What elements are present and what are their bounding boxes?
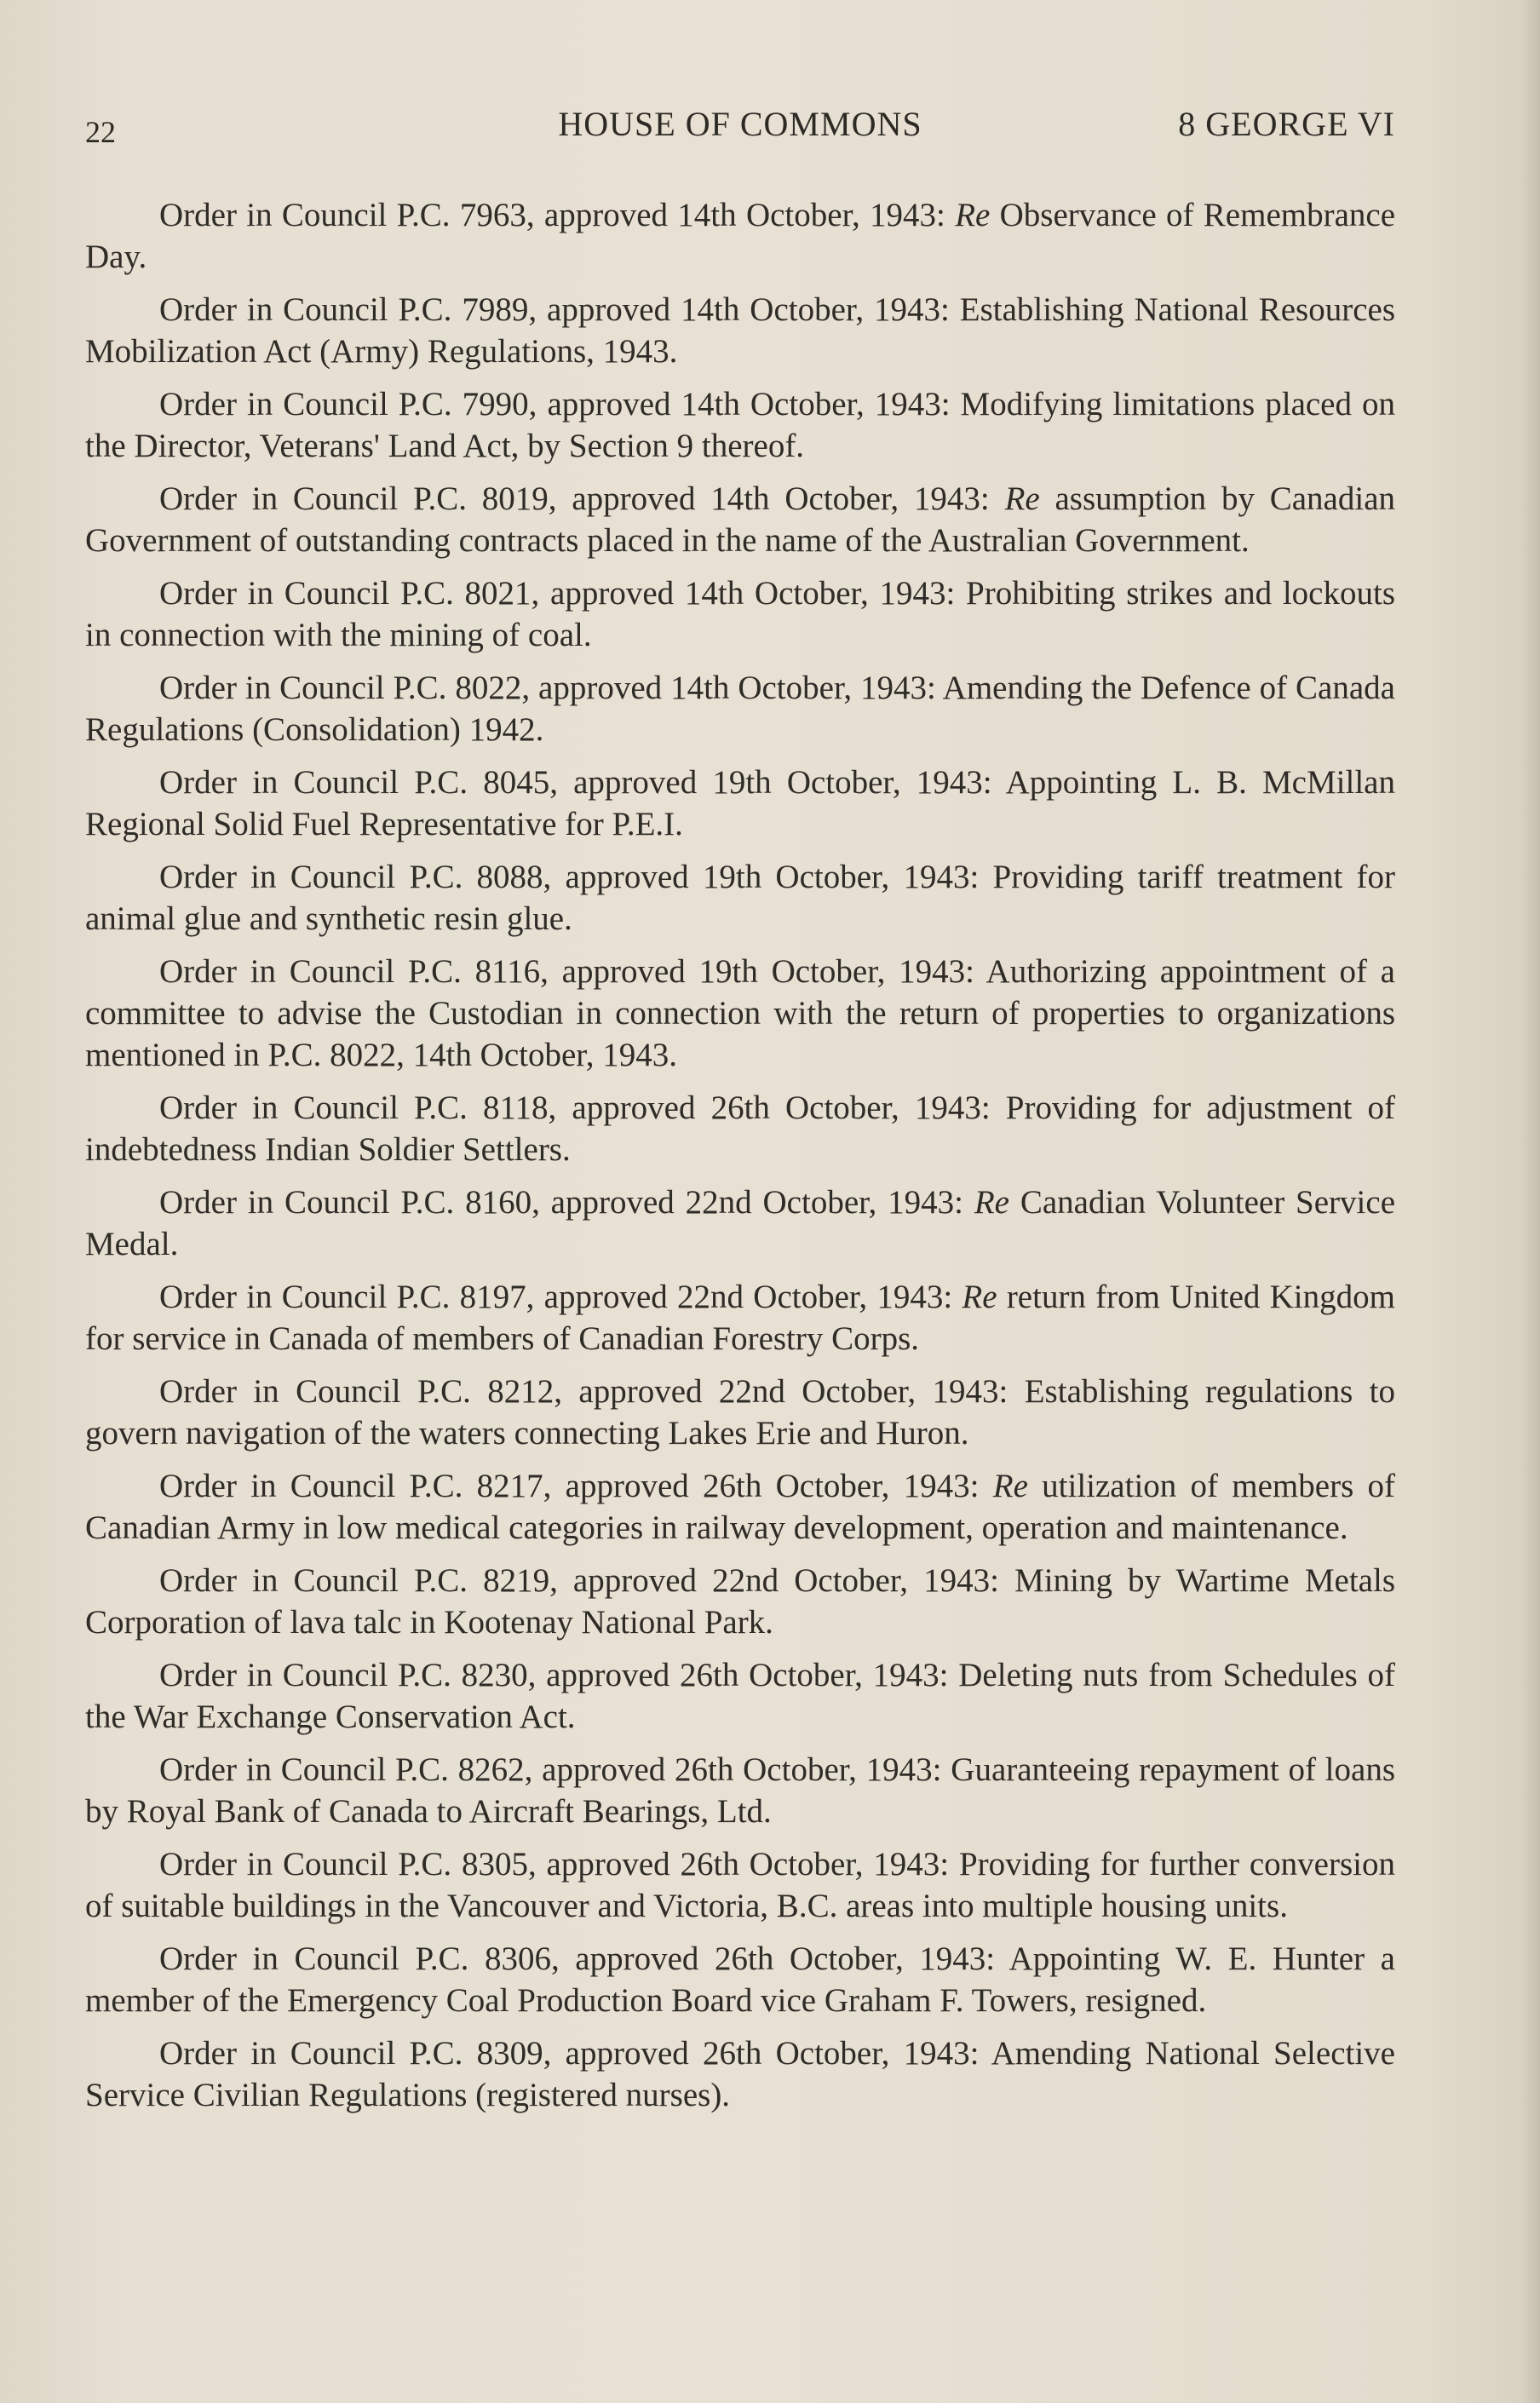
order-entry: Order in Council P.C. 8306, approved 26th October, 1943: Appointing W. E. Hunter a member of the Emergency Coal Production Board vice Graham F. Towers, resigned. [85,1940,1395,2019]
order-entry: Order in Council P.C. 8019, approved 14th October, 1943: Re assumption by Canadian Government of outstanding contracts placed in the name of the Australian Government. [85,480,1396,559]
order-entry: Order in Council P.C. 8021, approved 14th October, 1943: Prohibiting strikes and lockouts in connection with the mining of coal. [85,575,1396,653]
order-entry: Order in Council P.C. 8217, approved 26th October, 1943: Re utilization of members of Canadian Army in low medical categories in railway development, operation and maintenance. [85,1468,1395,1546]
order-entry: Order in Council P.C. 8309, approved 26th October, 1943: Amending National Selective Service Civilian Regulations (registered nurses). [85,2035,1395,2113]
order-entry: Order in Council P.C. 8116, approved 19th October, 1943: Authorizing appointment of a committee to advise the Custodian in connection with the return of properties to organizations mentioned in P.C. 8022, 14th October, 1943. [85,953,1395,1073]
regnal-year: 8 GEORGE VI [1178,105,1395,143]
journal-title: HOUSE OF COMMONS [558,105,922,143]
order-entry: Order in Council P.C. 8219, approved 22nd October, 1943: Mining by Wartime Metals Corporation of lava talc in Kootenay National Park. [85,1562,1395,1641]
order-entry: Order in Council P.C. 8160, approved 22nd October, 1943: Re Canadian Volunteer Service Medal. [85,1184,1395,1262]
order-entry: Order in Council P.C. 7963, approved 14th October, 1943: Re Observance of Remembrance Day. [85,197,1396,275]
order-entry: Order in Council P.C. 8022, approved 14th October, 1943: Amending the Defence of Canada Regulations (Consolidation) 1942. [85,670,1395,748]
order-entry: Order in Council P.C. 8230, approved 26th October, 1943: Deleting nuts from Schedules of the War Exchange Conservation Act. [85,1657,1396,1735]
order-entry: Order in Council P.C. 8088, approved 19th October, 1943: Providing tariff treatment for animal glue and synthetic resin glue. [85,859,1395,937]
order-entry: Order in Council P.C. 7989, approved 14th October, 1943: Establishing National Resources Mobilization Act (Army) Regulations, 1943. [85,291,1396,370]
order-entry: Order in Council P.C. 8118, approved 26th October, 1943: Providing for adjustment of indebtedness Indian Soldier Settlers. [85,1089,1395,1168]
running-header [85,104,1395,155]
order-entry: Order in Council P.C. 8305, approved 26th October, 1943: Providing for further conversion of suitable buildings in the Vancouver and Victoria, B.C. areas into multiple housing units. [85,1846,1395,1924]
order-list [85,194,1395,2127]
order-entry: Order in Council P.C. 8262, approved 26th October, 1943: Guaranteeing repayment of loans by Royal Bank of Canada to Aircraft Bearings, Ltd. [85,1751,1396,1830]
order-entry: Order in Council P.C. 8197, approved 22nd October, 1943: Re return from United Kingdom for service in Canada of members of Canadian Forestry Corps. [85,1279,1395,1357]
order-entry: Order in Council P.C. 7990, approved 14th October, 1943: Modifying limitations placed on the Director, Veterans' Land Act, by Section 9 thereof. [85,386,1396,464]
page-number: 22 [85,115,116,149]
order-entry: Order in Council P.C. 8045, approved 19th October, 1943: Appointing L. B. McMillan Regional Solid Fuel Representative for P.E.I. [85,764,1395,842]
order-entry: Order in Council P.C. 8212, approved 22nd October, 1943: Establishing regulations to govern navigation of the waters connecting Lakes Erie and Huron. [85,1373,1395,1452]
